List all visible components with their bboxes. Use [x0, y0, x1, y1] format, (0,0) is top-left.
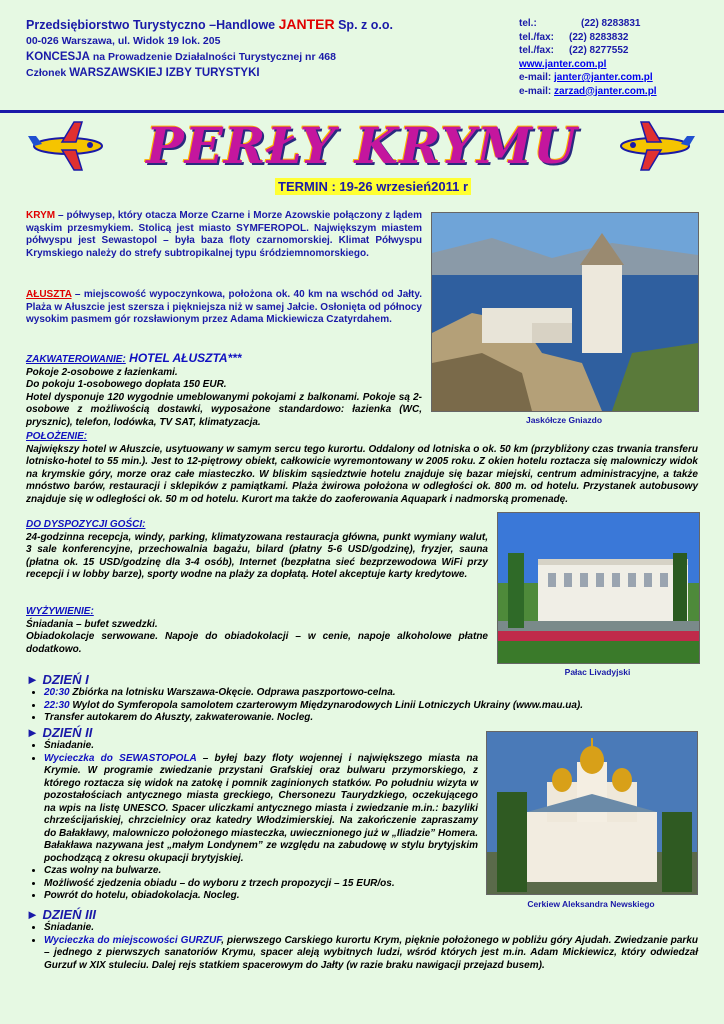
day-1-title: ► DZIEŃ I	[26, 672, 89, 687]
photo-livadia-palace	[497, 512, 700, 664]
airplane-icon	[28, 118, 108, 174]
license-line	[26, 49, 496, 65]
website-link[interactable]: www.janter.com.pl	[519, 58, 607, 70]
trip-dates: TERMIN : 19-26 wrzesień2011 r	[275, 178, 471, 195]
food-text: Śniadania – bufet szwedzki. Obiadokolacje serwowane. Napoje do obiadokolacji – w cenie, napoje alkoholowe płatne dodatkowo.	[26, 618, 488, 655]
day-1	[26, 672, 698, 725]
member-line	[26, 65, 496, 81]
license-word: KONCESJA	[26, 51, 90, 63]
member-org: WARSZAWSKIEJ IZBY TURYSTYKI	[69, 67, 260, 79]
caption-photo3: Cerkiew Aleksandra Newskiego	[527, 899, 655, 909]
day-2	[26, 725, 478, 903]
aluszta-word: AŁUSZTA	[26, 289, 72, 300]
item-text: Zbiórka na lotnisku Warszawa-Okęcie. Odprawa paszportowo-celna.	[69, 687, 396, 698]
member-prefix: Członek	[26, 67, 70, 79]
tel-label: tel.:	[519, 18, 537, 29]
list-item	[44, 922, 698, 935]
company-address: 00-026 Warszawa, ul. Widok 19 lok. 205	[26, 35, 221, 47]
item-text: , pierwszego Carskiego kurortu Krym, pięknie położonego w pobliżu góry Ajudah. Zwiedzanie parku – jednego z pierwszych sanatoriów Krymu, spacer aleją wybitnych ludzi, wśród których jest m.in. Adam Mickiewicz, który odwiedzał Gurzuf w XIX stuleciu. Dalej rejs statkiem spacerowym do Jałty (w razie braku nawigacji przejazd busem).	[44, 934, 698, 971]
company-prefix: Przedsiębiorstwo Turystyczno –Handlowe	[26, 18, 279, 32]
item-highlight: Wycieczka do SEWASTOPOLA	[44, 752, 197, 764]
fax2-label: tel./fax:	[519, 45, 555, 56]
email1-link[interactable]: janter@janter.com.pl	[554, 72, 653, 83]
day-3-list	[26, 922, 698, 972]
day-3-title: ► DZIEŃ III	[26, 907, 96, 922]
page-title: PERŁY KRYMU	[146, 116, 578, 175]
intro-aluszta	[26, 289, 422, 327]
item-text: Śniadanie.	[44, 922, 95, 933]
services-label: DO DYSPOZYCJI GOŚCI:	[26, 519, 146, 530]
contact-block	[519, 17, 719, 98]
hotel-heading	[26, 352, 422, 367]
food-section	[26, 606, 488, 656]
email1-label: e-mail:	[519, 72, 552, 83]
photo-nevsky-church	[486, 731, 698, 895]
food-label: WYŻYWIENIE:	[26, 606, 94, 617]
aluszta-text: – miejscowość wypoczynkowa, położona ok. 40 km na wschód od Jałty. Plaża w Ałuszcie jest szersza i piękniejsza niż w samej Jałcie. Osłonięta od północy wysokim pasmem gór rozsławionym przez Adama Mickiewicza Czatyrdahem.	[26, 289, 422, 326]
item-text: Śniadanie.	[44, 740, 95, 751]
list-item	[44, 753, 478, 866]
location-label: POŁOŻENIE:	[26, 431, 88, 442]
day-3	[26, 907, 698, 972]
location-text: Największy hotel w Ałuszcie, usytuowany w samym sercu tego kurortu. Oddalony od lotniska o ok. 50 km (przybliżony czas trwania transferu lotnisko-hotel to 55 min.). Jest to 12-piętrowy obiekt, całkowicie wyremontowany w 2005 roku. Z okien hotelu roztacza się malowniczy widok na krymskie góry, morze oraz całe miasteczko. W bliskim sąsiedztwie hotelu znajduje się bazar miejski, centrum administracyjne, a także mnóstwo barów, restauracji i sklepików z pamiątkami. Plaża żwirowa położona w odległości ok. 800 m. od hotelu. Przystanek autobusowy znajduje się w odległości ok. 50 m od hotelu. Kurort ma także do zaoferowania Aquapark i nadmorską promenadę.	[26, 443, 698, 505]
email2-label: e-mail:	[519, 85, 552, 97]
hotel-description: Pokoje 2-osobowe z łazienkami. Do pokoju 1-osobowego dopłata 150 EUR. Hotel dysponuje 120 wygodnie umeblowanymi pokojami z balkonami. Pokoje są 2-osobowe z możliwością dostawki, wyposażone standardowo: łazienka (WC, prysznic), telefon, lodówka, TV SAT, klimatyzacja.	[26, 366, 422, 428]
list-item	[44, 878, 478, 891]
item-text: Transfer autokarem do Ałuszty, zakwaterowanie. Nocleg.	[44, 712, 314, 723]
item-text: Możliwość zjedzenia obiadu – do wyboru z trzech propozycji – 15 EUR/os.	[44, 877, 395, 889]
hotel-section	[26, 352, 422, 430]
company-line	[26, 16, 496, 33]
item-text: Powrót do hotelu, obiadokolacja. Nocleg.	[44, 890, 240, 901]
item-text: Czas wolny na bulwarze.	[44, 865, 162, 876]
item-highlight: 20:30	[44, 687, 70, 698]
item-highlight: 22:30	[44, 699, 70, 711]
list-item	[44, 890, 478, 903]
list-item	[44, 865, 478, 878]
photo-swallows-nest	[431, 212, 699, 412]
hotel-name: HOTEL AŁUSZTA***	[125, 351, 242, 365]
fax2-value: (22) 8277552	[569, 45, 629, 56]
company-suffix: Sp. z o.o.	[334, 18, 393, 32]
tel-value: (22) 8283831	[581, 18, 641, 29]
header-divider	[0, 110, 724, 113]
location-section	[26, 431, 698, 507]
email2-link[interactable]: zarzad@janter.com.pl	[554, 85, 657, 97]
krym-word: KRYM	[26, 210, 56, 221]
hotel-label: ZAKWATEROWANIE:	[26, 354, 126, 365]
intro-krym	[26, 210, 422, 260]
fax1-label: tel./fax:	[519, 31, 555, 43]
caption-photo1: Jaskółcze Gniazdo	[525, 415, 603, 425]
day-2-list	[26, 740, 478, 903]
company-name: JANTER	[278, 16, 335, 32]
caption-photo2: Pałac Livadyjski	[564, 667, 631, 677]
airplane-icon	[615, 118, 695, 174]
day-1-list	[26, 687, 698, 725]
item-highlight: Wycieczka do miejscowości GURZUF	[44, 934, 222, 946]
list-item	[44, 740, 478, 753]
item-text: Wylot do Symferopola samolotem czarterowym Międzynarodowych Linii Lotniczych Ukrainy (www.mau.ua).	[69, 699, 584, 711]
list-item	[44, 700, 698, 713]
services-text: 24-godzinna recepcja, windy, parking, klimatyzowana restauracja główna, punkt wymiany walut, 3 sale konferencyjne, przechowalnia bagażu, bilard (płatny 5-6 USD/godzinę), fryzjer, sauna (płatna ok. 15 USD/godzinę dla 3-4 osób), Internet (bezpłatna sieć bezprzewodowa WiFi przy recepcji i w lobby barze), sporty wodne na plaży za dopłatą. Hotel akceptuje karty kredytowe.	[26, 531, 488, 581]
item-text: – byłej bazy floty wojennej i największego miasta na Krymie. W programie zwiedzanie przystani Grafskiej oraz bulwaru przymorskiego, z którego roztacza się widok na zatokę i pomnik zaginionych statków. Po południu wizyta w pozostałościach antycznego miasta greckiego, Chersonezu Taurydzkiego, oczekującego na wpis na listę UNESCO. Spacer uliczkami antycznego miasta i zwiedzanie m.in.: bazyliki chrześcijańskiej, chrzcielnicy oraz katedry Włodzimierskiej. Na zakończenie zapraszamy do Bałakławy, malowniczo położonego miasteczka, uwiecznionego już w „Iliadzie” Homera. Bałakława nazywana jest „małym Londynem” ze względu na zabudowę w stylu brytyjskim pochodzącą z okresu okupacji brytyjskiej.	[44, 752, 478, 864]
krym-text: – półwysep, który otacza Morze Czarne i Morze Azowskie połączony z lądem wąskim przesmykiem. Stolicą jest miasto SYMFEROPOL. Największym miastem półwyspu jest Sewastopol – była baza floty czarnomorskiej. Klimat Półwyspu Krymskiego należy do strefy subtropikalnej typu śródziemnomorskiego.	[26, 210, 422, 259]
day-2-title: ► DZIEŃ II	[26, 725, 93, 740]
license-text: na Prowadzenie Działalności Turystycznej nr 468	[89, 51, 336, 63]
fax1-value: (22) 8283832	[569, 31, 629, 43]
company-header	[26, 16, 496, 81]
list-item	[44, 935, 698, 973]
services-section	[26, 519, 488, 582]
list-item	[44, 687, 698, 700]
list-item	[44, 712, 698, 725]
